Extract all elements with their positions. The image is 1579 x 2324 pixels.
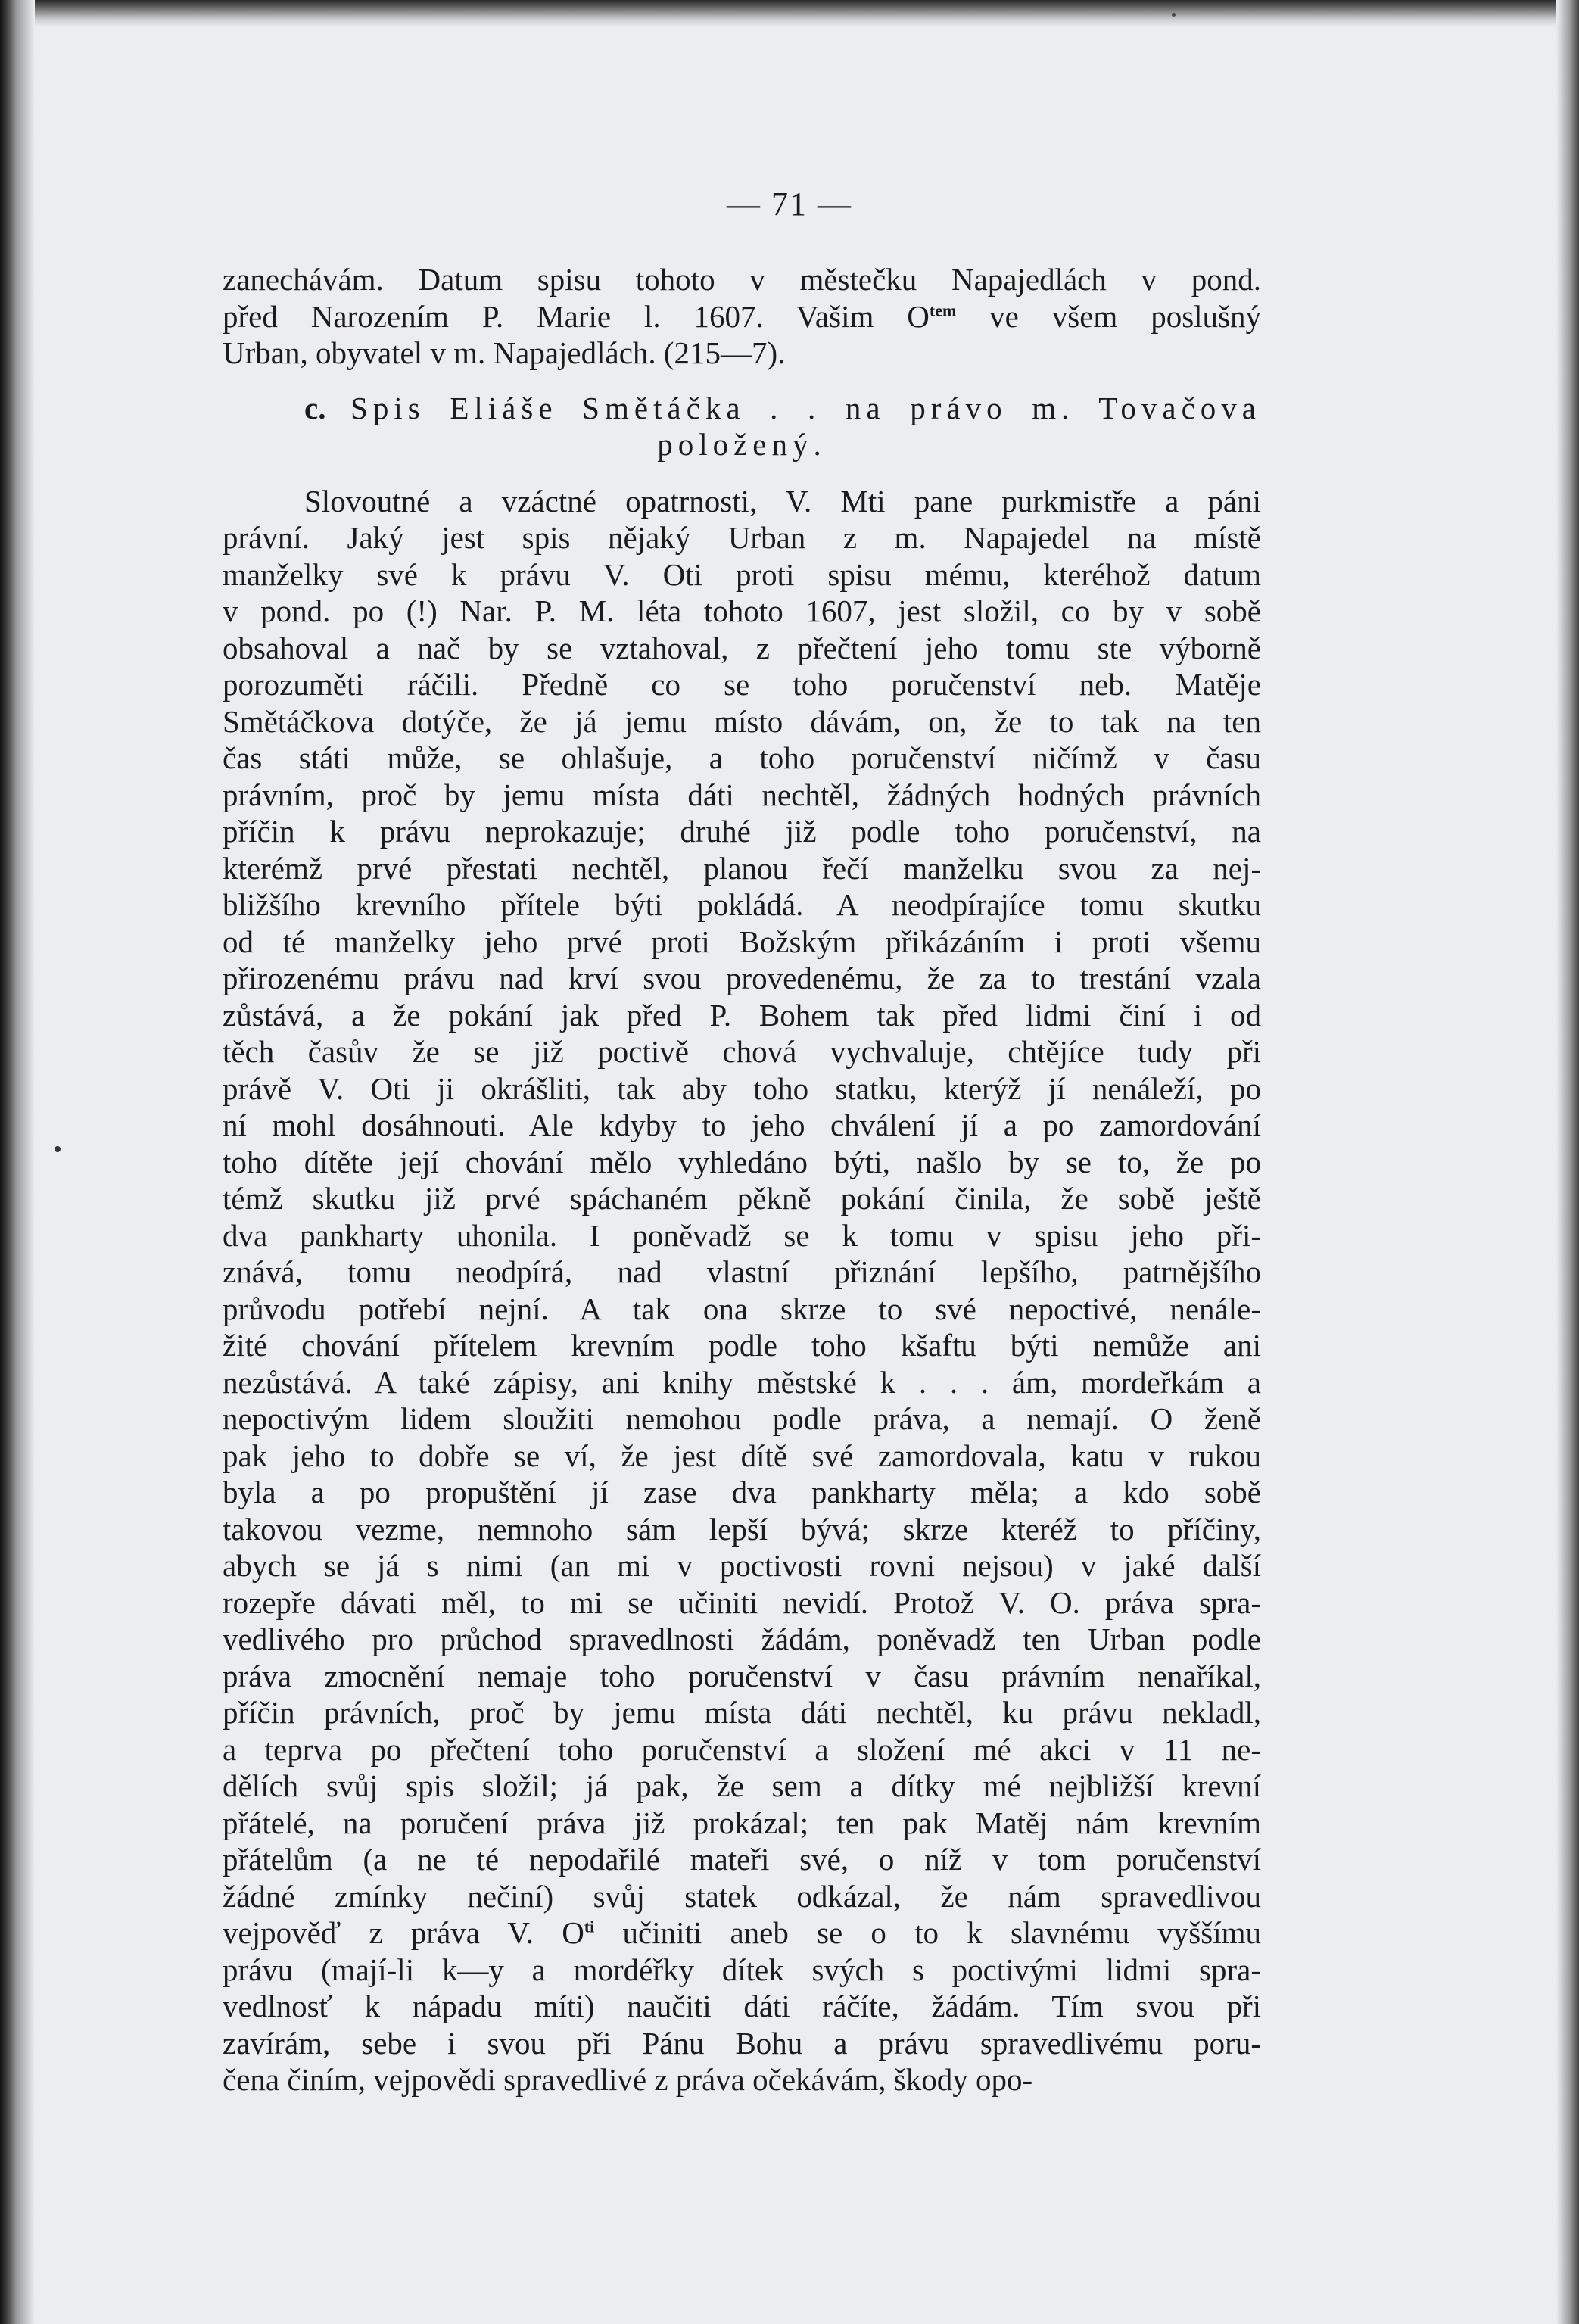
text-line: právní. Jaký jest spis nějaký Urban z m. Napajedel na místě	[223, 520, 1261, 555]
page-number: — 71 —	[727, 185, 852, 223]
text-line: průvodu potřebí nejní. A tak ona skrze to své nepoctivé, nenále-	[223, 1291, 1261, 1326]
text-line: těch časův že se již poctivě chová vychvaluje, chtějíce tudy při	[223, 1034, 1261, 1069]
text-line: vejpověď z práva V. $O^{ti}$ učiniti aneb se o to k slavnému vyššímu	[223, 1915, 1261, 1950]
text-line: právě V. Oti ji okrášliti, tak aby toho statku, kterýž jí nenáleží, po	[223, 1070, 1261, 1106]
text-line: obsahoval a nač by se vztahoval, z přečtení jeho tomu ste výborně	[223, 630, 1261, 665]
text-line: kterémž prvé přestati nechtěl, planou řečí manželku svou za nej-	[223, 850, 1261, 886]
margin-dot	[55, 1146, 61, 1152]
text-line: nezůstává. A také zápisy, ani knihy městské k . . . ám, mordeřkám a	[223, 1364, 1261, 1400]
document-text	[223, 261, 1261, 2098]
text-line: žité chování přítelem krevním podle toho kšaftu býti nemůže ani	[223, 1328, 1261, 1363]
text-line: před Narozením P. Marie l. 1607. Vašim $O^{tem}$ ve všem poslušný	[223, 298, 1262, 334]
scan-edge-left	[0, 0, 35, 2324]
paragraph-gap	[223, 463, 1261, 483]
text-line: Urban, obyvatel v m. Napajedlách. (215—7).	[223, 335, 786, 370]
text-line: ní mohl dosáhnouti. Ale kdyby to jeho chválení jí a po zamordování	[223, 1107, 1261, 1142]
paragraph-gap	[223, 372, 1261, 390]
scan-edge-top	[0, 0, 1579, 27]
text-line: toho dítěte její chování mělo vyhledáno býti, našlo by se to, že po	[223, 1144, 1261, 1179]
text-line: od té manželky jeho prvé proti Božským přikázáním i proti všemu	[223, 924, 1261, 959]
text-line: právním, proč by jemu místa dáti nechtěl, žádných hodných právních	[223, 777, 1261, 812]
text-line: příčin k právu neprokazuje; druhé již podle toho poručenství, na	[223, 814, 1261, 849]
text-line: rozepře dávati měl, to mi se učiniti nevidí. Protož V. O. práva spra-	[223, 1584, 1261, 1620]
text-line: zavírám, sebe i svou při Pánu Bohu a právu spravedlivému poru-	[223, 2025, 1261, 2061]
text-line: přirozenému právu nad krví svou provedenému, že za to trestání vzala	[223, 961, 1261, 995]
text-line: dělích svůj spis složil; já pak, že sem a dítky mé nejbližší krevní	[223, 1768, 1261, 1803]
text-line: příčin právních, proč by jemu místa dáti nechtěl, ku právu nekladl,	[223, 1695, 1261, 1730]
text-line: čas státi může, se ohlašuje, a toho poručenství ničímž v času	[223, 740, 1261, 775]
text-line: dva pankharty uhonila. I poněvadž se k tomu v spisu jeho při-	[223, 1217, 1261, 1253]
text-line: přátelům (a ne té nepodařilé mateři své, o níž v tom poručenství	[223, 1842, 1261, 1877]
text-line: práva zmocnění nemaje toho poručenství v času právním nenaříkal,	[223, 1658, 1261, 1693]
body-paragraph	[223, 483, 1261, 2098]
text-line: a teprva po přečtení toho poručenství a složení mé akci v 11 ne-	[223, 1731, 1261, 1767]
text-line: takovou vezme, nemnoho sám lepší bývá; skrze kteréž to příčiny,	[223, 1511, 1261, 1547]
text-line: právu (mají-li k—y a mordéřky dítek svých s poctivými lidmi spra-	[223, 1952, 1261, 1987]
text-line: zůstává, a že pokání jak před P. Bohem tak před lidmi činí i od	[223, 997, 1261, 1033]
text-line: zanechávám. Datum spisu tohoto v městečku Napajedlách v pond.	[223, 262, 1261, 297]
text-line: byla a po propuštění jí zase dva pankharty měla; a kdo sobě	[223, 1475, 1261, 1509]
text-line: Slovoutné a vzáctné opatrnosti, V. Mti pane purkmistře a páni	[304, 483, 1261, 519]
text-line: čena činím, vejpovědi spravedlivé z práva očekávám, škody opo-	[223, 2062, 1033, 2097]
text-line: Smětáčkova dotýče, že já jemu místo dávám, on, že to tak na ten	[223, 703, 1261, 739]
text-line: nepoctivým lidem sloužiti nemohou podle práva, a nemají. O ženě	[223, 1401, 1261, 1436]
text-line: témž skutku již prvé spáchaném pěkně pokání činila, že sobě ještě	[223, 1181, 1261, 1216]
scan-speck	[1172, 13, 1176, 17]
text-line: znává, tomu neodpírá, nad vlastní přiznání lepšího, patrnějšího	[223, 1254, 1261, 1289]
text-line: v pond. po (!) Nar. P. M. léta tohoto 1607, jest složil, co by v sobě	[223, 593, 1261, 628]
text-line: manželky své k právu V. Oti proti spisu mému, kteréhož datum	[223, 556, 1261, 592]
text-line: žádné zmínky nečiní) svůj statek odkázal, že nám spravedlivou	[223, 1878, 1261, 1914]
section-heading-cont: položený.	[657, 427, 827, 462]
scan-edge-right	[1556, 0, 1579, 2324]
text-line: porozuměti ráčili. Předně co se toho poručenství neb. Matěje	[223, 667, 1261, 702]
text-line: vedlnosť k nápadu míti) naučiti dáti ráčíte, žádám. Tím svou při	[223, 1989, 1261, 2023]
text-line: vedlivého pro průchod spravedlnosti žádám, poněvadž ten Urban podle	[223, 1622, 1261, 1656]
text-line: přátelé, na poručení práva již prokázal; ten pak Matěj nám krevním	[223, 1805, 1261, 1840]
text-line: pak jeho to dobře se ví, že jest dítě své zamordovala, katu v rukou	[223, 1438, 1261, 1473]
text-line: abych se já s nimi (an mi v poctivosti rovni nejsou) v jaké další	[223, 1548, 1261, 1583]
text-line: bližšího krevního přítele býti pokládá. A neodpírajíce tomu skutku	[223, 887, 1261, 922]
section-heading: c. Spis Eliáše Smětáčka . . na právo m. Tovačova	[304, 390, 1261, 425]
